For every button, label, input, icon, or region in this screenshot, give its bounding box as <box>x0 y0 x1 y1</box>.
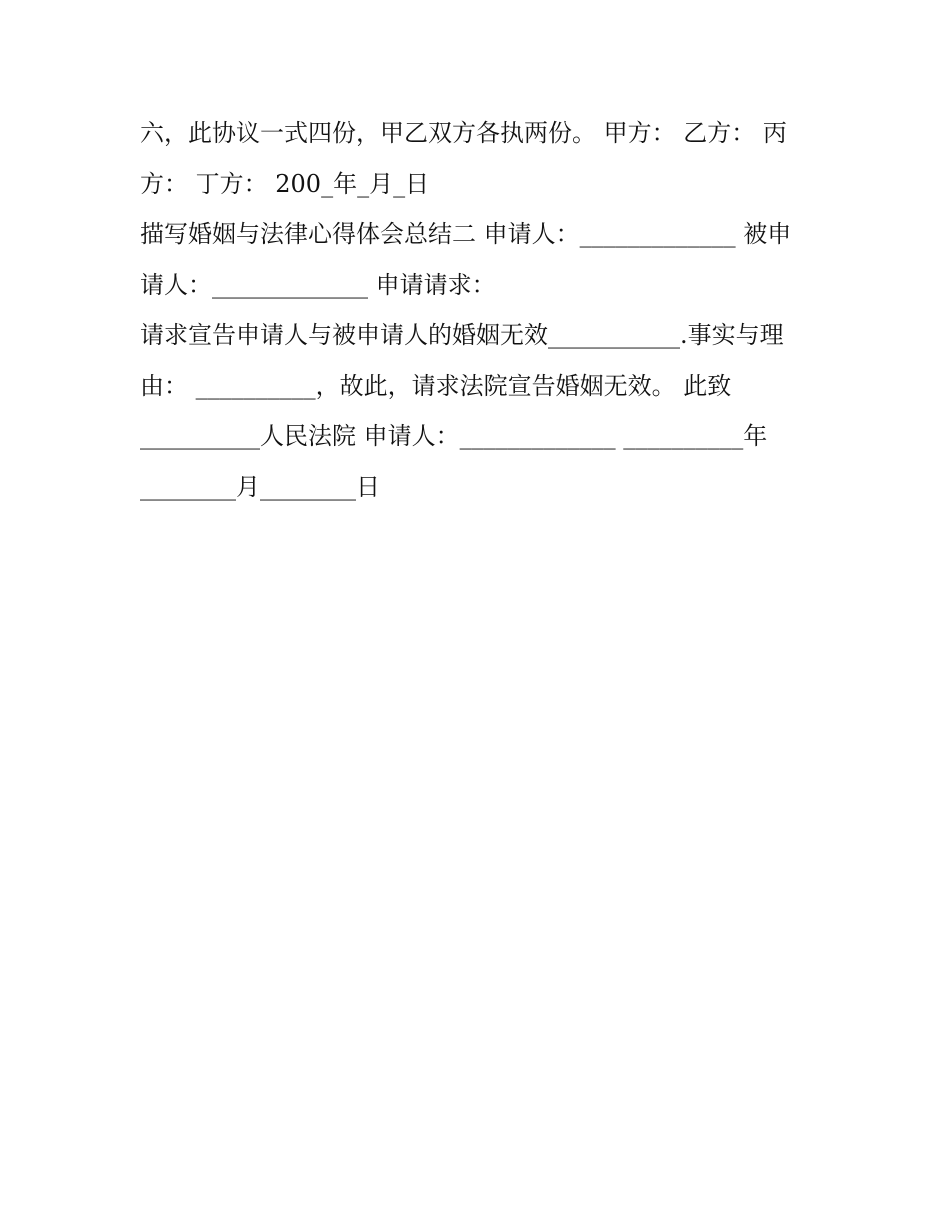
text-line: 描写婚姻与法律心得体会总结二 申请人：_____________ 被申 <box>140 220 792 248</box>
text-line: 六，此协议一式四份，甲乙双方各执两份。 甲方： 乙方： 丙 <box>140 119 787 147</box>
text-line: __________人民法院 申请人：_____________ __________年 <box>140 422 768 450</box>
text-line: 请人：_____________ 申请请求： <box>140 270 496 299</box>
text-line: ________月________日 <box>140 472 380 501</box>
text-line: 方： 丁方： 200_年_月_日 <box>140 169 430 198</box>
text-line: 请求宣告申请人与被申请人的婚姻无效___________.事实与理 <box>140 321 784 349</box>
text-line: 由： __________，故此，请求法院宣告婚姻无效。 此致 <box>140 371 732 400</box>
document-body <box>140 108 830 512</box>
